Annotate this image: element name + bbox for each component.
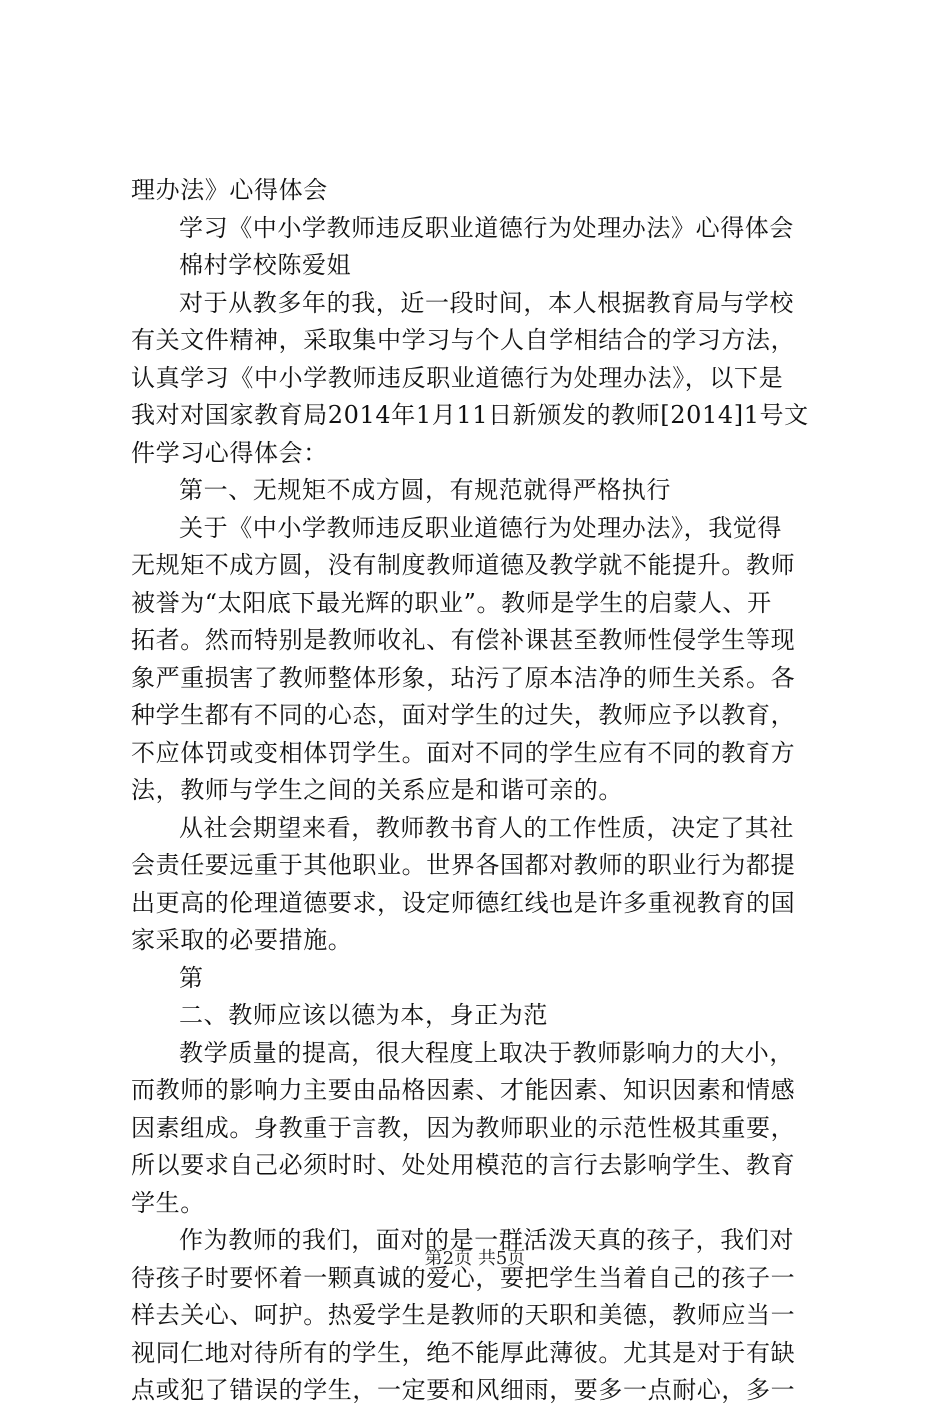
page-footer: 第2页 共5页 — [424, 1248, 526, 1269]
text-line: 所以要求自己必须时时、处处用模范的言行去影响学生、教育 — [131, 1151, 796, 1179]
text-line: 而教师的影响力主要由品格因素、才能因素、知识因素和情感 — [131, 1076, 796, 1104]
text-line: 理办法》心得体会 — [131, 176, 328, 204]
text-line: 学习《中小学教师违反职业道德行为处理办法》心得体会 — [179, 213, 794, 242]
text-line: 被誉为“太阳底下最光辉的职业”。教师是学生的启蒙人、开 — [131, 588, 772, 617]
text-line: 关于《中小学教师违反职业道德行为处理办法》，我觉得 — [179, 513, 782, 542]
text-line: 因素组成。身教重于言教，因为教师职业的示范性极其重要， — [131, 1113, 796, 1142]
text-line: 作为教师的我们，面对的是一群活泼天真的孩子，我们对 — [179, 1226, 794, 1254]
text-line: 我对对国家教育局2014年1月11日新颁发的教师[2014]1号文 — [131, 401, 809, 429]
text-line: 无规矩不成方圆，没有制度教师道德及教学就不能提升。教师 — [131, 551, 796, 579]
text-line: 拓者。然而特别是教师收礼、有偿补课甚至教师性侵学生等现 — [131, 626, 796, 654]
text-line: 视同仁地对待所有的学生，绝不能厚此薄彼。尤其是对于有缺 — [131, 1338, 796, 1367]
text-line: 第 — [179, 963, 204, 992]
text-line: 有关文件精神，采取集中学习与个人自学相结合的学习方法， — [131, 326, 796, 354]
text-line: 种学生都有不同的心态，面对学生的过失，教师应予以教育， — [131, 701, 796, 729]
text-line: 从社会期望来看，教师教书育人的工作性质，决定了其社 — [179, 813, 794, 842]
text-line: 象严重损害了教师整体形象，玷污了原本洁净的师生关系。各 — [131, 663, 796, 692]
text-line: 对于从教多年的我，近一段时间，本人根据教育局与学校 — [179, 288, 794, 317]
text-line: 样去关心、呵护。热爱学生是教师的天职和美德，教师应当一 — [131, 1301, 796, 1329]
text-line: 法，教师与学生之间的关系应是和谐可亲的。 — [131, 776, 623, 804]
text-line: 第一、无规矩不成方圆，有规范就得严格执行 — [179, 476, 671, 504]
text-line: 待孩子时要怀着一颗真诚的爱心，要把学生当着自己的孩子一 — [131, 1263, 796, 1292]
text-line: 二、教师应该以德为本，身正为范 — [179, 1001, 548, 1029]
text-line: 教学质量的提高，很大程度上取决于教师影响力的大小， — [179, 1038, 794, 1067]
text-line: 出更高的伦理道德要求，设定师德红线也是许多重视教育的国 — [131, 888, 796, 917]
text-line: 件学习心得体会： — [131, 438, 328, 467]
text-line: 不应体罚或变相体罚学生。面对不同的学生应有不同的教育方 — [131, 738, 796, 767]
text-line: 点或犯了错误的学生，一定要和风细雨，要多一点耐心，多一 — [131, 1376, 796, 1404]
document-body — [131, 172, 831, 1410]
text-line: 棉村学校陈爱姐 — [179, 251, 352, 279]
text-line: 学生。 — [131, 1188, 205, 1217]
text-line: 会责任要远重于其他职业。世界各国都对教师的职业行为都提 — [131, 851, 796, 879]
text-line: 认真学习《中小学教师违反职业道德行为处理办法》，以下是 — [131, 363, 784, 392]
text-line: 家采取的必要措施。 — [131, 926, 353, 954]
